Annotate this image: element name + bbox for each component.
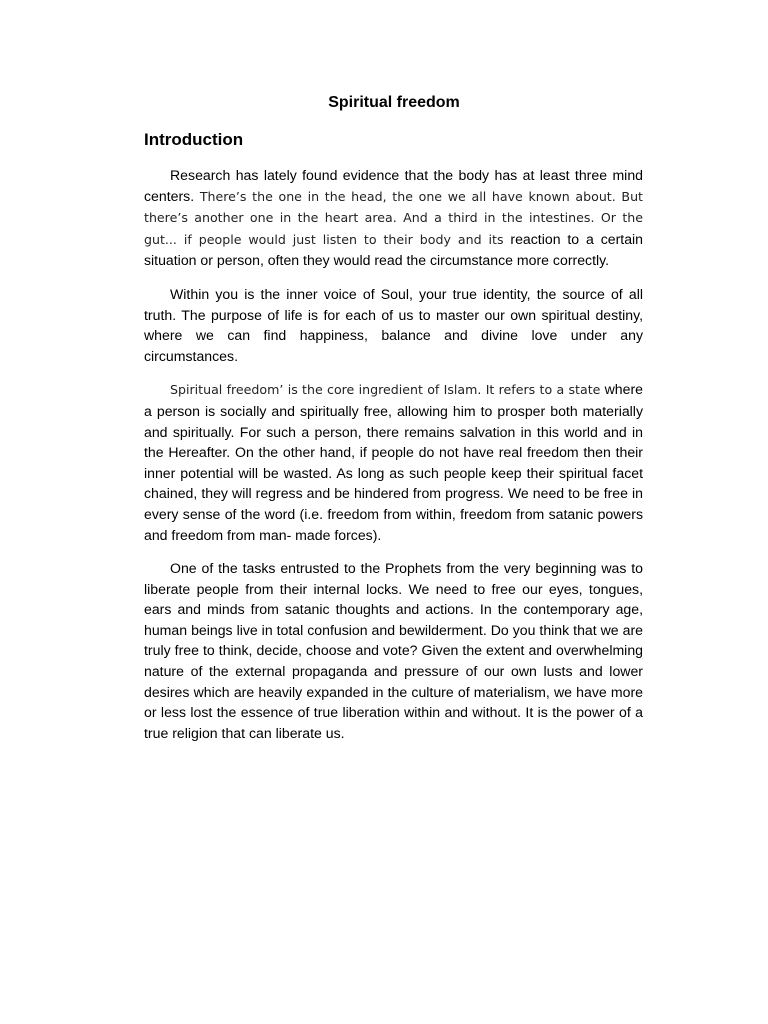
paragraph-1-tail-text: reaction to a certain situation or person, often they would read the circumstance more correctly.	[144, 230, 644, 269]
section-heading: Introduction	[144, 130, 244, 149]
paragraph-3-alt-font-text: Spiritual freedom’ is the core ingredient of Islam. It refers to a state	[170, 382, 601, 398]
document-body	[144, 165, 643, 756]
paragraph-3-tail-text: where a person is socially and spiritually free, allowing him to prosper both materially and spiritually. For such a person, there remains salvation in this world and in the Hereafter. On the other hand, if people do not have real freedom then their inner potential will be wasted. As long as such people keep their spiritual facet chained, they will regress and be hindered from progress. We need to be free in every sense of the word (i.e. freedom from within, freedom from satanic powers and freedom from man- made forces).	[144, 381, 643, 543]
document-title: Spiritual freedom	[328, 94, 460, 111]
paragraph-4-text: One of the tasks entrusted to the Prophets from the very beginning was to liberate people from their internal locks. We need to free our eyes, tongues, ears and minds from satanic thoughts and actions. In the contemporary age, human beings live in total confusion and bewilderment. Do you think that we are truly free to think, decide, choose and vote? Given the extent and overwhelming nature of the external propaganda and pressure of our own lusts and lower desires which are heavily expanded in the culture of materialism, we have more or less lost the essence of true liberation within and without. It is the power of a true religion that can liberate us.	[144, 560, 643, 741]
paragraph-4	[144, 558, 643, 743]
paragraph-2	[144, 284, 643, 366]
paragraph-2-text: Within you is the inner voice of Soul, your true identity, the source of all truth. The purpose of life is for each of us to master our own spiritual destiny, where we can find happiness, balance and divine love under any circumstances.	[144, 285, 643, 364]
paragraph-1-alt-font-text: There’s the one in the head, the one we all have known about. But there’s another one in the heart area. And a third in the intestines. Or the gut... if people would just listen to their body and its	[144, 188, 643, 247]
paragraph-3	[144, 379, 643, 545]
paragraph-1	[144, 165, 643, 271]
paragraph-1-text: Research has lately found evidence that the body has at least three mind centers.	[144, 167, 643, 204]
